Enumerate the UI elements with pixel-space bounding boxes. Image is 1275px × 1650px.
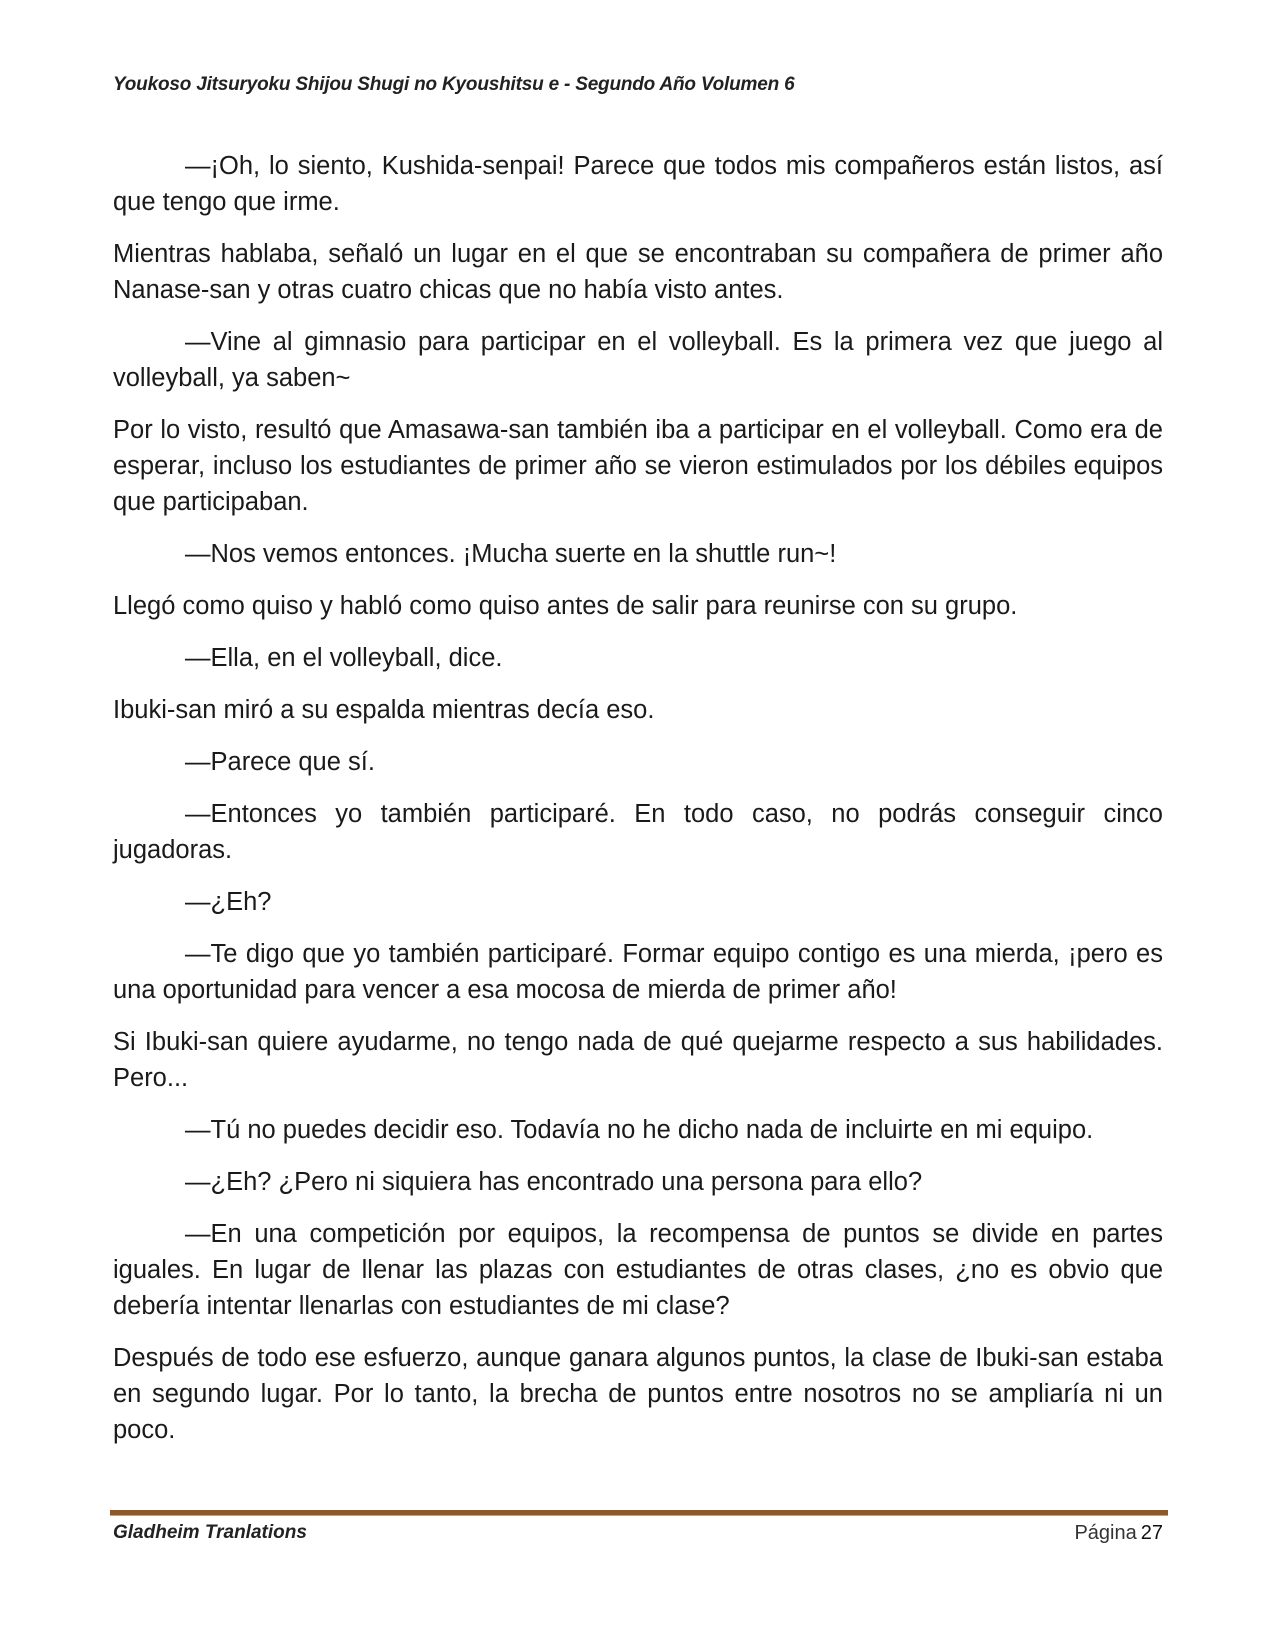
paragraph-narration: Llegó como quiso y habló como quiso antes de salir para reunirse con su grupo.	[113, 592, 1018, 620]
page-body	[113, 148, 1163, 1464]
page-label: Página	[1074, 1522, 1137, 1544]
footer-divider	[110, 1510, 1168, 1516]
paragraph-dialog: —Parece que sí.	[185, 748, 375, 776]
paragraph-dialog: —En una competición por equipos, la recompensa de puntos se divide en partes iguales. En lugar de llenar las plazas con estudiantes de otras clases, ¿no es obvio que debería intentar llenarlas con estudiantes de mi clase?	[113, 1220, 1163, 1320]
paragraph-dialog: —¡Oh, lo siento, Kushida-senpai! Parece que todos mis compañeros están listos, así que tengo que irme.	[113, 152, 1163, 216]
translator-credit: Gladheim Tranlations	[113, 1522, 307, 1543]
paragraph-narration: Después de todo ese esfuerzo, aunque ganara algunos puntos, la clase de Ibuki-san estaba en segundo lugar. Por lo tanto, la brecha de puntos entre nosotros no se ampliaría ni un poco.	[113, 1344, 1163, 1444]
paragraph-dialog: —Te digo que yo también participaré. Formar equipo contigo es una mierda, ¡pero es una oportunidad para vencer a esa mocosa de mierda de primer año!	[113, 940, 1163, 1004]
paragraph-dialog: —Ella, en el volleyball, dice.	[185, 644, 503, 672]
paragraph-narration: Ibuki-san miró a su espalda mientras decía eso.	[113, 696, 655, 724]
paragraph-dialog: —Nos vemos entonces. ¡Mucha suerte en la shuttle run~!	[185, 540, 837, 568]
page-number-block	[1074, 1522, 1163, 1545]
paragraph-dialog: —¿Eh?	[185, 888, 272, 916]
page-number: 27	[1140, 1522, 1163, 1544]
paragraph-dialog: —¿Eh? ¿Pero ni siquiera has encontrado una persona para ello?	[185, 1168, 923, 1196]
running-header: Youkoso Jitsuryoku Shijou Shugi no Kyoushitsu e - Segundo Año Volumen 6	[113, 74, 795, 95]
paragraph-narration: Si Ibuki-san quiere ayudarme, no tengo nada de qué quejarme respecto a sus habilidades. Pero...	[113, 1028, 1163, 1092]
paragraph-dialog: —Entonces yo también participaré. En todo caso, no podrás conseguir cinco jugadoras.	[113, 800, 1163, 864]
paragraph-dialog: —Vine al gimnasio para participar en el volleyball. Es la primera vez que juego al volleyball, ya saben~	[113, 328, 1163, 392]
paragraph-narration: Mientras hablaba, señaló un lugar en el que se encontraban su compañera de primer año Nanase-san y otras cuatro chicas que no había visto antes.	[113, 240, 1163, 304]
paragraph-dialog: —Tú no puedes decidir eso. Todavía no he dicho nada de incluirte en mi equipo.	[185, 1116, 1094, 1144]
paragraph-narration: Por lo visto, resultó que Amasawa-san también iba a participar en el volleyball. Como era de esperar, incluso los estudiantes de primer año se vieron estimulados por los débiles equipos que participaban.	[113, 416, 1163, 516]
